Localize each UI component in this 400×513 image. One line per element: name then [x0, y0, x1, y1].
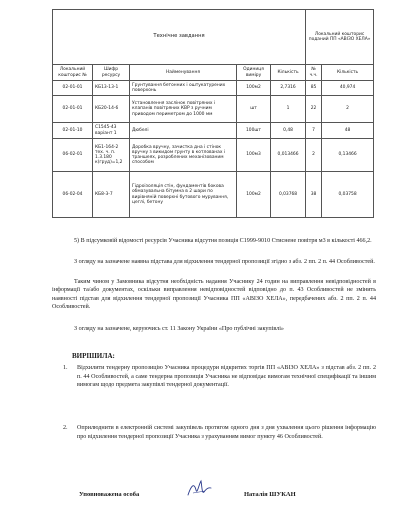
- cell-qty: 0,03768: [271, 172, 306, 218]
- cell-qty2: 0,03758: [322, 172, 374, 218]
- offer-heading: Локальний кошторис поданий ПП «АВІЗО ХЕЛА»: [306, 10, 374, 65]
- cell-estimate: 02-01-01: [53, 96, 93, 123]
- cell-n: 85: [306, 81, 322, 96]
- cell-qty: 0,48: [271, 123, 306, 139]
- decision-item-text: Оприлюднити в електронній системі закупівель протягом одного дня з дня ухвалення цього рішення інформацію про відхилення тендерної пропозиції Учасника з урахуванням вимог пункту 46 Особливостей.: [77, 425, 376, 440]
- cell-estimate: 06-02-01: [53, 139, 93, 172]
- cell-estimate: 02-01-01: [53, 81, 93, 96]
- cell-n: 38: [306, 172, 322, 218]
- cell-qty: 0,013466: [271, 139, 306, 172]
- column-header: Шифр ресурсу: [93, 65, 130, 81]
- table-row: [53, 123, 374, 139]
- cell-qty: 2,7316: [271, 81, 306, 96]
- paragraph-no-correction-needed: Таким чином у Замовника відсутня необхідність надання Учаснику 24 годин на виправлення невідповідностей в інформації та/або документах, оскільки виправлення невідповідностей відповідно до п. 43 Особливостей не змінить наявності підстав для відхилення тендерної пропозиції Учасника ПП «АВІЗО ХЕЛА», передбачених абз. 2 пп. 2 п. 44 Особливостей.: [52, 279, 376, 311]
- column-header: Кількість: [322, 65, 374, 81]
- cell-code: КБ13-13-1: [93, 81, 130, 96]
- tech-spec-heading: Технічне завдання: [53, 10, 306, 65]
- table-header-row: [53, 10, 374, 65]
- cell-estimate: 02-01-10: [53, 123, 93, 139]
- decision-item: [63, 424, 376, 441]
- table-row: [53, 139, 374, 172]
- decision-item-number: 1.: [63, 365, 68, 371]
- spec-comparison-table: [52, 9, 374, 218]
- cell-qty2: 48: [322, 123, 374, 139]
- paragraph-legal-basis: З огляду на зазначене, керуючись ст. 11 Закону України «Про публічні закупівлі»: [74, 326, 284, 332]
- paragraph-rejection-ground: З огляду на зазначене наявна підстава для відхилення тендерної пропозиції згідно з абз. 2 пп. 2 п. 44 Особливостей.: [74, 259, 375, 265]
- cell-n: 22: [306, 96, 322, 123]
- signatory-role: Уповноважена особа: [79, 491, 140, 498]
- cell-unit: 100шт: [237, 123, 271, 139]
- table-row: [53, 96, 374, 123]
- column-header: № ч.ч.: [306, 65, 322, 81]
- cell-name: Доробка вручну, зачистка дна і стінок вручну з викидом грунту в котлованах і траншеях, розроблених механізованим способом: [130, 139, 237, 172]
- cell-unit: 100м2: [237, 172, 271, 218]
- table-row: [53, 81, 374, 96]
- cell-name: Гідроізоляція стін, фундаментів бокова обмазувальна бітумна в 2 шари по вирівняній поверхні бутового мурування, цеглі, бетону: [130, 172, 237, 218]
- cell-qty2: 0,13466: [322, 139, 374, 172]
- cell-name: Дюбелі: [130, 123, 237, 139]
- paragraph-missing-resource: 5) В підсумковій відомості ресурсів Учасника відсутня позиція С1999-9010 Стиснене повітря м3 в кількості 466,2.: [74, 238, 372, 244]
- cell-qty: 1: [271, 96, 306, 123]
- cell-unit: 100м2: [237, 81, 271, 96]
- cell-n: 7: [306, 123, 322, 139]
- handwritten-signature: [185, 478, 213, 500]
- cell-name: Установлення заслінок повітряних і клапанів повітряних КВР з ручним приводом периметром до 1000 мм: [130, 96, 237, 123]
- cell-code: КБ8-3-7: [93, 172, 130, 218]
- decision-heading: ВИРІШИЛА:: [72, 352, 115, 360]
- signatory-name: Наталія ШУКАН: [244, 491, 296, 498]
- decision-item-number: 2.: [63, 425, 68, 431]
- column-header: Кількість: [271, 65, 306, 81]
- cell-n: 2: [306, 139, 322, 172]
- cell-qty2: 2: [322, 96, 374, 123]
- decision-item-text: Відхилити тендерну пропозицію Учасника процедури відкритих торгів ПП «АВІЗО ХЕЛА» з підстав абз. 2 пп. 2 п. 44 Особливостей, а саме тендерна пропозиція Учасника не відповідає вимогам технічної специфікації та іншим вимогам щодо предмета закупівлі тендерної документації.: [77, 365, 376, 389]
- cell-unit: 100м3: [237, 139, 271, 172]
- cell-code: С1545-43 варіант 1: [93, 123, 130, 139]
- cell-qty2: 40,974: [322, 81, 374, 96]
- column-header: Локальний кошторис №: [53, 65, 93, 81]
- cell-code: КБ20-14-6: [93, 96, 130, 123]
- table-row: [53, 172, 374, 218]
- cell-code: КБ1-164-2 тех. ч. п. 1.3.180 к(груд)=1,2: [93, 139, 130, 172]
- cell-unit: шт: [237, 96, 271, 123]
- cell-estimate: 06-02-04: [53, 172, 93, 218]
- column-header: Найменування: [130, 65, 237, 81]
- table-column-row: [53, 65, 374, 81]
- cell-name: Грунтування бетонних і оштукатурених поверхонь: [130, 81, 237, 96]
- decision-item: [63, 364, 376, 390]
- column-header: Одиниця виміру: [237, 65, 271, 81]
